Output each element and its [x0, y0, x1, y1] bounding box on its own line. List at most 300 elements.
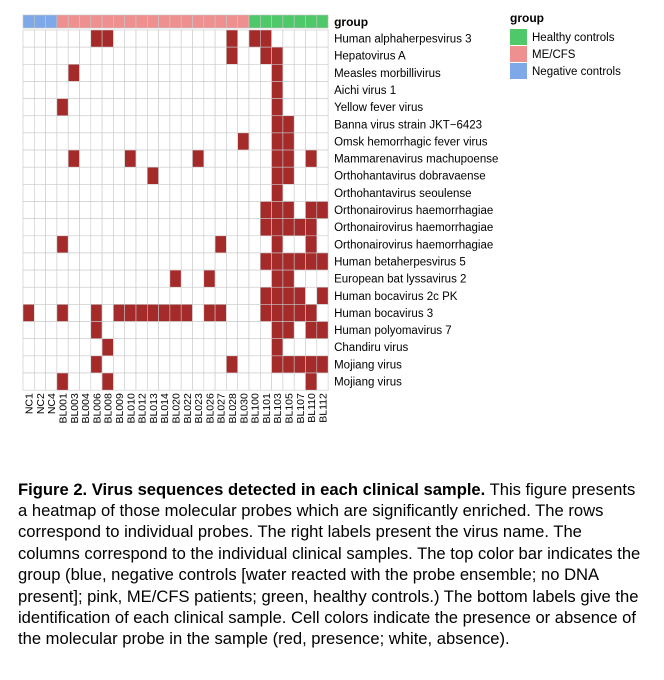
- heatmap-cell: [23, 219, 34, 236]
- legend-label: ME/CFS: [532, 49, 576, 61]
- heatmap-cell: [170, 339, 181, 356]
- heatmap-cell: [226, 184, 237, 201]
- heatmap-cell: [57, 47, 68, 64]
- heatmap-cell: [317, 287, 328, 304]
- heatmap-cell: [260, 99, 271, 116]
- heatmap-cell: [91, 150, 102, 167]
- heatmap-cell: [215, 150, 226, 167]
- heatmap-cell: [46, 339, 57, 356]
- heatmap-cell: [226, 219, 237, 236]
- heatmap-cell: [294, 47, 305, 64]
- heatmap-cell: [317, 304, 328, 321]
- heatmap-cell: [102, 339, 113, 356]
- heatmap-cell: [170, 133, 181, 150]
- heatmap-cell: [317, 133, 328, 150]
- heatmap-cell: [249, 270, 260, 287]
- heatmap-cell: [68, 373, 79, 390]
- heatmap-cell: [57, 236, 68, 253]
- heatmap-cell: [102, 47, 113, 64]
- heatmap-cell: [125, 373, 136, 390]
- heatmap-cell: [147, 253, 158, 270]
- column-label: BL023: [193, 393, 206, 424]
- heatmap-cell: [249, 219, 260, 236]
- heatmap-cell: [260, 150, 271, 167]
- heatmap-cell: [34, 184, 45, 201]
- heatmap-cell: [159, 322, 170, 339]
- row-label: Orthonairovirus haemorrhagiae: [334, 239, 494, 252]
- heatmap-cell: [249, 339, 260, 356]
- heatmap-cell: [181, 304, 192, 321]
- heatmap-cell: [181, 47, 192, 64]
- row-label: Human alphaherpesvirus 3: [334, 33, 472, 46]
- heatmap-cell: [193, 322, 204, 339]
- group-bar-cell: [80, 15, 91, 28]
- heatmap-cell: [91, 133, 102, 150]
- heatmap-cell: [294, 253, 305, 270]
- heatmap-cell: [91, 287, 102, 304]
- heatmap-cell: [249, 116, 260, 133]
- heatmap-cell: [46, 116, 57, 133]
- column-label: BL008: [102, 393, 115, 424]
- heatmap-cell: [317, 356, 328, 373]
- group-bar-cell: [260, 15, 271, 28]
- heatmap-cell: [80, 253, 91, 270]
- heatmap-cell: [34, 270, 45, 287]
- heatmap-cell: [283, 339, 294, 356]
- heatmap-cell: [306, 30, 317, 47]
- heatmap-cell: [57, 270, 68, 287]
- heatmap-cell: [57, 202, 68, 219]
- heatmap-cell: [147, 373, 158, 390]
- heatmap-cell: [57, 219, 68, 236]
- group-bar-cell: [34, 15, 45, 28]
- heatmap-cell: [34, 133, 45, 150]
- heatmap-cell: [46, 270, 57, 287]
- heatmap-cell: [272, 150, 283, 167]
- heatmap-cell: [57, 253, 68, 270]
- heatmap-cell: [260, 30, 271, 47]
- heatmap-cell: [80, 202, 91, 219]
- heatmap-cell: [272, 270, 283, 287]
- heatmap-cell: [204, 167, 215, 184]
- heatmap-cell: [294, 184, 305, 201]
- heatmap-cell: [68, 150, 79, 167]
- heatmap-cell: [136, 202, 147, 219]
- row-label: Omsk hemorrhagic fever virus: [334, 136, 488, 149]
- heatmap-cell: [181, 339, 192, 356]
- heatmap-cell: [181, 116, 192, 133]
- heatmap-cell: [136, 184, 147, 201]
- heatmap-cell: [57, 373, 68, 390]
- heatmap-cell: [125, 356, 136, 373]
- heatmap-cell: [317, 322, 328, 339]
- heatmap-cell: [181, 81, 192, 98]
- heatmap-cell: [80, 304, 91, 321]
- heatmap-cell: [125, 304, 136, 321]
- heatmap-cell: [306, 322, 317, 339]
- column-label: BL107: [294, 393, 307, 424]
- heatmap-cell: [23, 356, 34, 373]
- heatmap-cell: [181, 167, 192, 184]
- heatmap-cell: [57, 133, 68, 150]
- heatmap-cell: [113, 116, 124, 133]
- heatmap-cell: [68, 202, 79, 219]
- heatmap-cell: [272, 184, 283, 201]
- heatmap-cell: [147, 219, 158, 236]
- heatmap-cell: [317, 270, 328, 287]
- heatmap-cell: [226, 167, 237, 184]
- heatmap-cell: [294, 287, 305, 304]
- heatmap-cell: [57, 356, 68, 373]
- heatmap-cell: [181, 219, 192, 236]
- row-label: Human bocavirus 3: [334, 307, 434, 320]
- heatmap-cell: [317, 253, 328, 270]
- heatmap-cell: [283, 236, 294, 253]
- heatmap-cell: [272, 339, 283, 356]
- heatmap-cell: [294, 81, 305, 98]
- heatmap-cell: [249, 236, 260, 253]
- heatmap-cell: [317, 30, 328, 47]
- heatmap-cell: [125, 64, 136, 81]
- column-label: BL010: [125, 393, 138, 424]
- heatmap-cell: [46, 322, 57, 339]
- heatmap-cell: [46, 356, 57, 373]
- heatmap-cell: [306, 150, 317, 167]
- column-label: BL030: [238, 393, 251, 424]
- heatmap-cell: [238, 287, 249, 304]
- heatmap-cell: [294, 133, 305, 150]
- heatmap-cell: [147, 116, 158, 133]
- heatmap-cell: [91, 356, 102, 373]
- column-label: BL014: [159, 393, 172, 424]
- heatmap-cell: [215, 167, 226, 184]
- heatmap-cell: [113, 99, 124, 116]
- group-bar-cell: [46, 15, 57, 28]
- heatmap-cell: [215, 373, 226, 390]
- heatmap-cell: [317, 373, 328, 390]
- heatmap-cell: [260, 356, 271, 373]
- group-bar-cell: [283, 15, 294, 28]
- heatmap-cell: [238, 81, 249, 98]
- heatmap-cell: [226, 322, 237, 339]
- heatmap-cell: [170, 287, 181, 304]
- group-bar-cell: [170, 15, 181, 28]
- heatmap-cell: [249, 287, 260, 304]
- heatmap-cell: [46, 373, 57, 390]
- column-label: BL112: [317, 393, 330, 423]
- heatmap-cell: [272, 30, 283, 47]
- heatmap-cell: [23, 184, 34, 201]
- heatmap-cell: [170, 356, 181, 373]
- group-bar-cell: [102, 15, 113, 28]
- heatmap-cell: [80, 339, 91, 356]
- row-label: Mojiang virus: [334, 376, 402, 389]
- row-label: Human bocavirus 2c PK: [334, 290, 458, 303]
- heatmap-cell: [147, 356, 158, 373]
- heatmap-cell: [57, 322, 68, 339]
- heatmap-cell: [125, 167, 136, 184]
- heatmap-cell: [204, 99, 215, 116]
- heatmap-cell: [181, 287, 192, 304]
- heatmap-cell: [272, 373, 283, 390]
- heatmap-cell: [23, 64, 34, 81]
- heatmap-cell: [306, 339, 317, 356]
- heatmap-cell: [80, 150, 91, 167]
- heatmap-cell: [159, 47, 170, 64]
- heatmap-cell: [102, 202, 113, 219]
- heatmap-cell: [204, 304, 215, 321]
- heatmap-cell: [102, 99, 113, 116]
- heatmap-cell: [226, 304, 237, 321]
- heatmap-cell: [80, 373, 91, 390]
- row-label: Orthohantavirus dobravaense: [334, 170, 486, 183]
- heatmap-cell: [170, 373, 181, 390]
- heatmap-cell: [80, 99, 91, 116]
- heatmap-cell: [193, 167, 204, 184]
- caption-title: Figure 2. Virus sequences detected in each clinical sample.: [18, 479, 486, 499]
- heatmap-cell: [294, 356, 305, 373]
- heatmap-cell: [147, 202, 158, 219]
- heatmap-cell: [34, 219, 45, 236]
- heatmap-cell: [272, 253, 283, 270]
- heatmap-cell: [46, 81, 57, 98]
- heatmap-cell: [306, 167, 317, 184]
- heatmap-cell: [80, 64, 91, 81]
- heatmap-cell: [317, 99, 328, 116]
- heatmap-cell: [215, 116, 226, 133]
- heatmap-cell: [306, 304, 317, 321]
- heatmap-cell: [125, 287, 136, 304]
- heatmap-cell: [226, 253, 237, 270]
- heatmap-cell: [136, 356, 147, 373]
- heatmap-cell: [159, 81, 170, 98]
- heatmap-cell: [294, 270, 305, 287]
- heatmap-cell: [23, 304, 34, 321]
- group-bar-cell: [113, 15, 124, 28]
- heatmap-cell: [125, 322, 136, 339]
- heatmap-cell: [125, 219, 136, 236]
- heatmap-cell: [57, 339, 68, 356]
- heatmap-cell: [57, 30, 68, 47]
- heatmap-cell: [102, 64, 113, 81]
- heatmap-cell: [294, 219, 305, 236]
- heatmap-cell: [193, 184, 204, 201]
- heatmap-cell: [159, 133, 170, 150]
- column-label: BL103: [272, 393, 285, 424]
- heatmap-cell: [170, 167, 181, 184]
- heatmap-cell: [34, 304, 45, 321]
- heatmap-cell: [260, 202, 271, 219]
- heatmap-cell: [193, 356, 204, 373]
- heatmap-cell: [283, 287, 294, 304]
- heatmap-cell: [204, 219, 215, 236]
- column-label: BL001: [57, 393, 70, 424]
- heatmap-cell: [68, 219, 79, 236]
- heatmap-cell: [294, 167, 305, 184]
- heatmap-cell: [260, 287, 271, 304]
- heatmap-cell: [80, 116, 91, 133]
- heatmap-cell: [91, 270, 102, 287]
- heatmap-cell: [226, 356, 237, 373]
- heatmap-cell: [272, 304, 283, 321]
- heatmap-cell: [68, 253, 79, 270]
- heatmap-cell: [136, 304, 147, 321]
- heatmap-cell: [91, 202, 102, 219]
- heatmap-cell: [159, 116, 170, 133]
- heatmap-cell: [68, 47, 79, 64]
- heatmap-cell: [317, 202, 328, 219]
- heatmap-cell: [215, 270, 226, 287]
- heatmap-cell: [181, 373, 192, 390]
- heatmap-cell: [125, 150, 136, 167]
- heatmap-cell: [34, 236, 45, 253]
- heatmap-cell: [57, 64, 68, 81]
- heatmap-cell: [294, 99, 305, 116]
- heatmap-cell: [147, 99, 158, 116]
- heatmap-cell: [102, 150, 113, 167]
- heatmap-cell: [34, 116, 45, 133]
- heatmap-cell: [91, 339, 102, 356]
- heatmap-cell: [102, 304, 113, 321]
- heatmap-cell: [238, 219, 249, 236]
- heatmap-cell: [272, 202, 283, 219]
- group-bar-cell: [272, 15, 283, 28]
- heatmap-cell: [136, 287, 147, 304]
- heatmap-cell: [306, 253, 317, 270]
- heatmap-cell: [80, 30, 91, 47]
- heatmap-cell: [317, 339, 328, 356]
- heatmap-cell: [226, 64, 237, 81]
- heatmap-cell: [147, 133, 158, 150]
- heatmap-cell: [181, 356, 192, 373]
- heatmap-cell: [181, 236, 192, 253]
- heatmap-cell: [136, 47, 147, 64]
- heatmap-cell: [170, 219, 181, 236]
- heatmap-cell: [125, 116, 136, 133]
- heatmap-cell: [238, 116, 249, 133]
- heatmap-cell: [294, 339, 305, 356]
- heatmap-cell: [306, 236, 317, 253]
- heatmap-cell: [68, 236, 79, 253]
- heatmap-cell: [80, 219, 91, 236]
- heatmap-cell: [102, 322, 113, 339]
- heatmap-cell: [68, 133, 79, 150]
- heatmap-cell: [136, 150, 147, 167]
- heatmap-cell: [181, 99, 192, 116]
- heatmap-cell: [102, 184, 113, 201]
- heatmap-cell: [283, 202, 294, 219]
- group-bar-cell: [57, 15, 68, 28]
- heatmap-cell: [80, 184, 91, 201]
- heatmap-cell: [68, 184, 79, 201]
- heatmap-cell: [249, 356, 260, 373]
- heatmap-cell: [317, 64, 328, 81]
- heatmap-cell: [159, 150, 170, 167]
- heatmap-cell: [102, 373, 113, 390]
- row-label: European bat lyssavirus 2: [334, 273, 467, 286]
- heatmap-cell: [68, 116, 79, 133]
- heatmap-cell: [204, 287, 215, 304]
- heatmap-cell: [23, 270, 34, 287]
- heatmap-cell: [125, 253, 136, 270]
- heatmap-cell: [272, 167, 283, 184]
- heatmap-cell: [80, 356, 91, 373]
- group-bar-cell: [226, 15, 237, 28]
- group-bar-cell: [136, 15, 147, 28]
- heatmap-cell: [125, 99, 136, 116]
- heatmap-cell: [170, 30, 181, 47]
- heatmap-cell: [272, 47, 283, 64]
- column-label: NC4: [46, 393, 59, 415]
- heatmap-cell: [306, 116, 317, 133]
- heatmap-cell: [68, 64, 79, 81]
- heatmap-cell: [136, 253, 147, 270]
- heatmap-cell: [113, 167, 124, 184]
- heatmap-cell: [159, 253, 170, 270]
- heatmap-cell: [272, 236, 283, 253]
- group-bar-cell: [215, 15, 226, 28]
- heatmap-cell: [23, 81, 34, 98]
- heatmap-cell: [46, 202, 57, 219]
- heatmap-cell: [306, 64, 317, 81]
- heatmap-cell: [34, 356, 45, 373]
- heatmap-cell: [113, 150, 124, 167]
- heatmap-cell: [193, 339, 204, 356]
- heatmap-cell: [204, 184, 215, 201]
- heatmap-cell: [113, 202, 124, 219]
- heatmap-cell: [159, 270, 170, 287]
- heatmap-cell: [136, 133, 147, 150]
- heatmap-cell: [193, 287, 204, 304]
- group-bar-cell: [294, 15, 305, 28]
- heatmap-cell: [80, 167, 91, 184]
- heatmap-cell: [238, 356, 249, 373]
- row-label: Banna virus strain JKT−6423: [334, 119, 483, 132]
- heatmap-cell: [159, 99, 170, 116]
- heatmap-cell: [113, 270, 124, 287]
- heatmap-cell: [215, 30, 226, 47]
- heatmap-cell: [136, 270, 147, 287]
- heatmap-cell: [306, 99, 317, 116]
- column-label: BL028: [227, 393, 240, 424]
- heatmap-cell: [238, 30, 249, 47]
- heatmap-cell: [204, 270, 215, 287]
- heatmap-cell: [46, 184, 57, 201]
- heatmap-cell: [68, 99, 79, 116]
- heatmap-cell: [102, 253, 113, 270]
- heatmap-cell: [80, 236, 91, 253]
- heatmap-cell: [306, 133, 317, 150]
- heatmap-cell: [34, 99, 45, 116]
- legend-label: Negative controls: [532, 66, 621, 78]
- column-label: BL026: [204, 393, 217, 424]
- heatmap-cell: [113, 219, 124, 236]
- heatmap-cell: [46, 236, 57, 253]
- heatmap-cell: [306, 202, 317, 219]
- heatmap-cell: [136, 322, 147, 339]
- heatmap-cell: [215, 184, 226, 201]
- heatmap-cell: [306, 47, 317, 64]
- heatmap-cell: [147, 287, 158, 304]
- heatmap-cell: [204, 150, 215, 167]
- heatmap-cell: [238, 322, 249, 339]
- heatmap-cell: [238, 270, 249, 287]
- legend-swatch: [510, 63, 527, 79]
- heatmap-cell: [147, 150, 158, 167]
- heatmap-cell: [193, 47, 204, 64]
- row-label: Mammarenavirus machupoense: [334, 153, 499, 166]
- heatmap-cell: [283, 219, 294, 236]
